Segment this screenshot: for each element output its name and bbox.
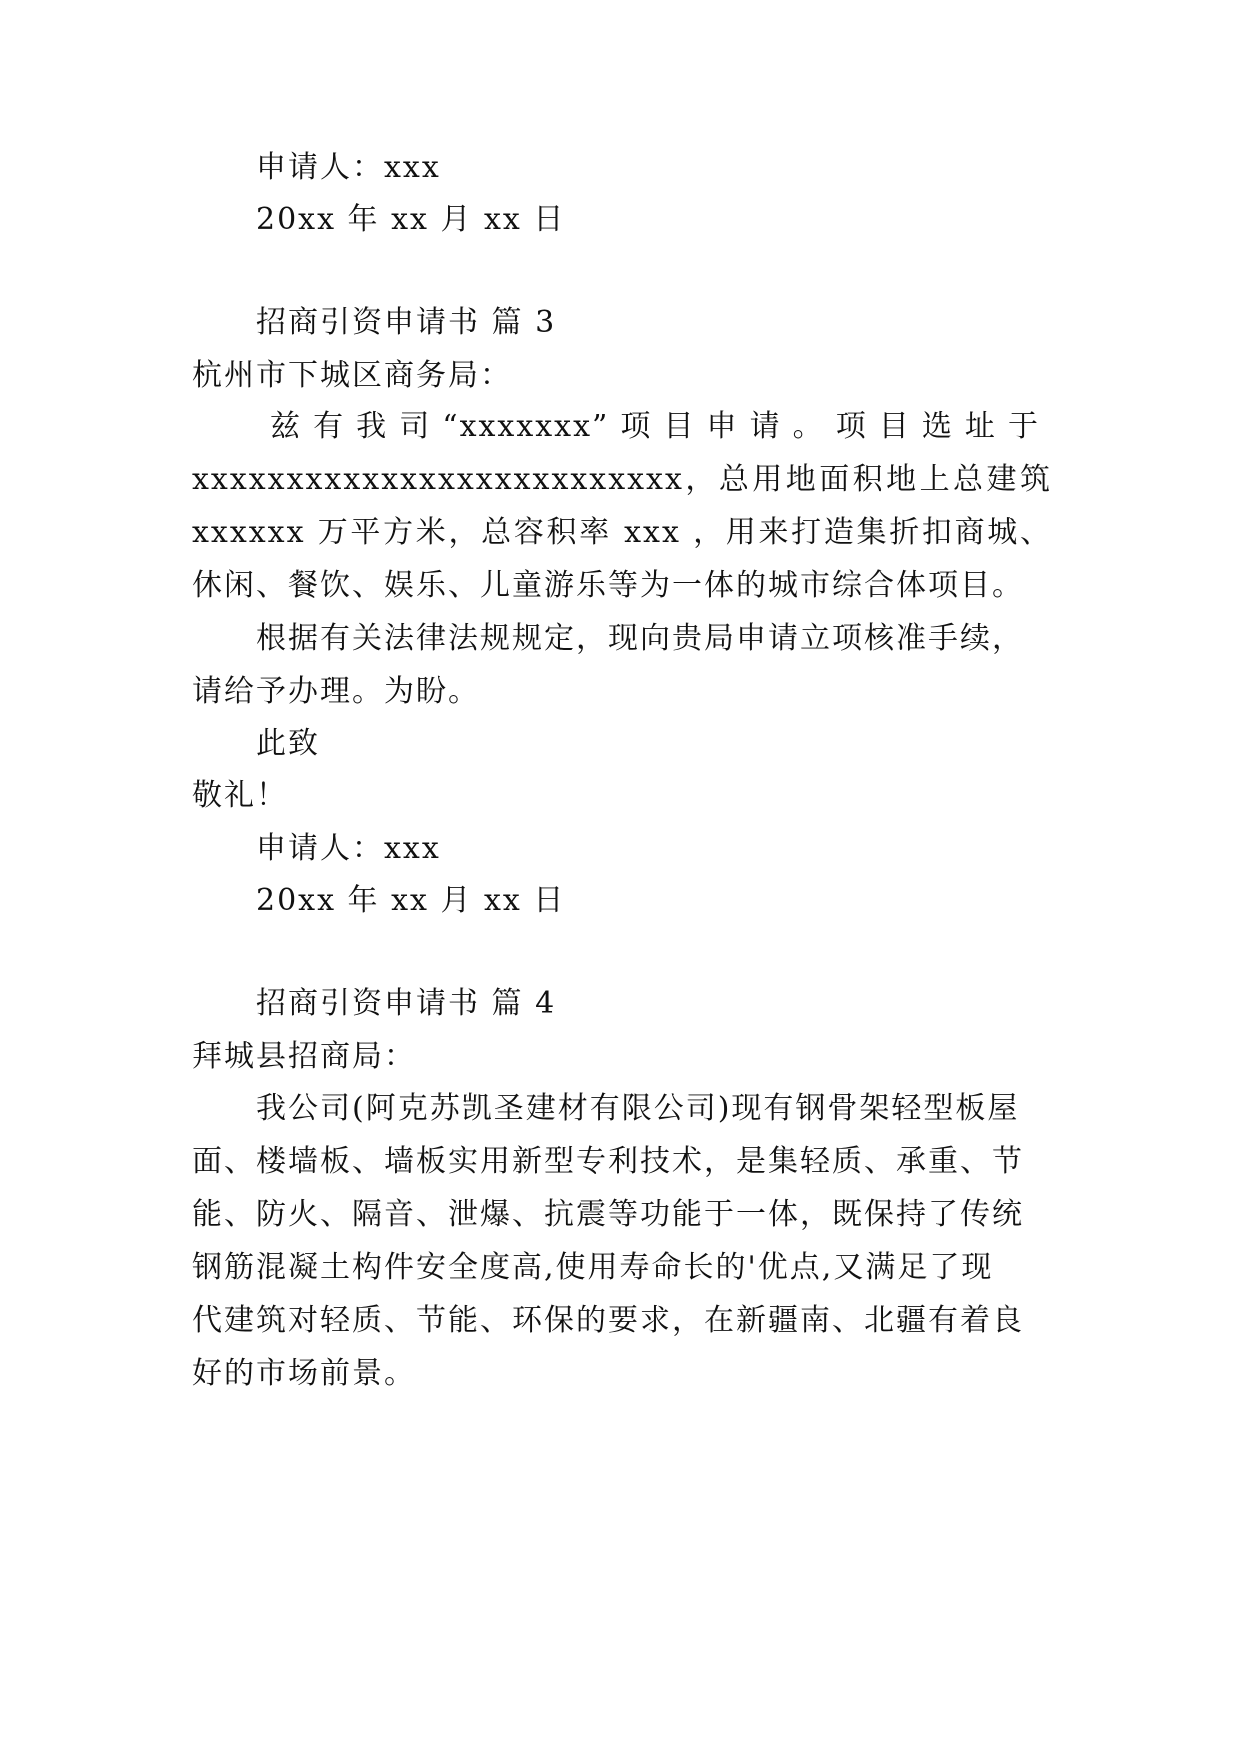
paragraph-line: 兹有我司“xxxxxxx”项目申请。项目选址于 [270, 409, 1040, 444]
section-heading: 招商引资申请书 篇 4 [256, 986, 557, 1021]
recipient-line: 杭州市下城区商务局： [192, 358, 512, 393]
paragraph-line: 代建筑对轻质、节能、环保的要求，在新疆南、北疆有着良 [192, 1303, 1024, 1338]
paragraph-line: 根据有关法律法规规定，现向贵局申请立项核准手续， [256, 621, 1024, 656]
paragraph-line: 能、防火、隔音、泄爆、抗震等功能于一体，既保持了传统 [192, 1197, 1024, 1232]
paragraph-line: 我公司(阿克苏凯圣建材有限公司)现有钢骨架轻型板屋 [256, 1091, 1020, 1126]
paragraph-line: 休闲、餐饮、娱乐、儿童游乐等为一体的城市综合体项目。 [192, 568, 1024, 603]
paragraph-line: 好的市场前景。 [192, 1356, 416, 1391]
paragraph-line: xxxxxx 万平方米，总容积率 xxx ，用来打造集折扣商城、 [192, 515, 1052, 550]
date-line: 20xx 年 xx 月 xx 日 [256, 883, 566, 918]
paragraph-line: 面、楼墙板、墙板实用新型专利技术，是集轻质、承重、节 [192, 1144, 1024, 1179]
applicant-line: 申请人：xxx [256, 150, 441, 185]
paragraph-line: 请给予办理。为盼。 [192, 674, 480, 709]
section-heading: 招商引资申请书 篇 3 [256, 305, 557, 340]
paragraph-line: 钢筋混凝土构件安全度高,使用寿命长的'优点,又满足了现 [192, 1250, 994, 1285]
recipient-line: 拜城县招商局： [192, 1039, 416, 1074]
closing-line: 敬礼！ [192, 778, 288, 813]
applicant-line: 申请人：xxx [256, 831, 441, 866]
paragraph-line: xxxxxxxxxxxxxxxxxxxxxxxxxx，总用地面积地上总建筑 [192, 462, 1052, 497]
closing-line: 此致 [256, 726, 320, 761]
date-line: 20xx 年 xx 月 xx 日 [256, 202, 566, 237]
